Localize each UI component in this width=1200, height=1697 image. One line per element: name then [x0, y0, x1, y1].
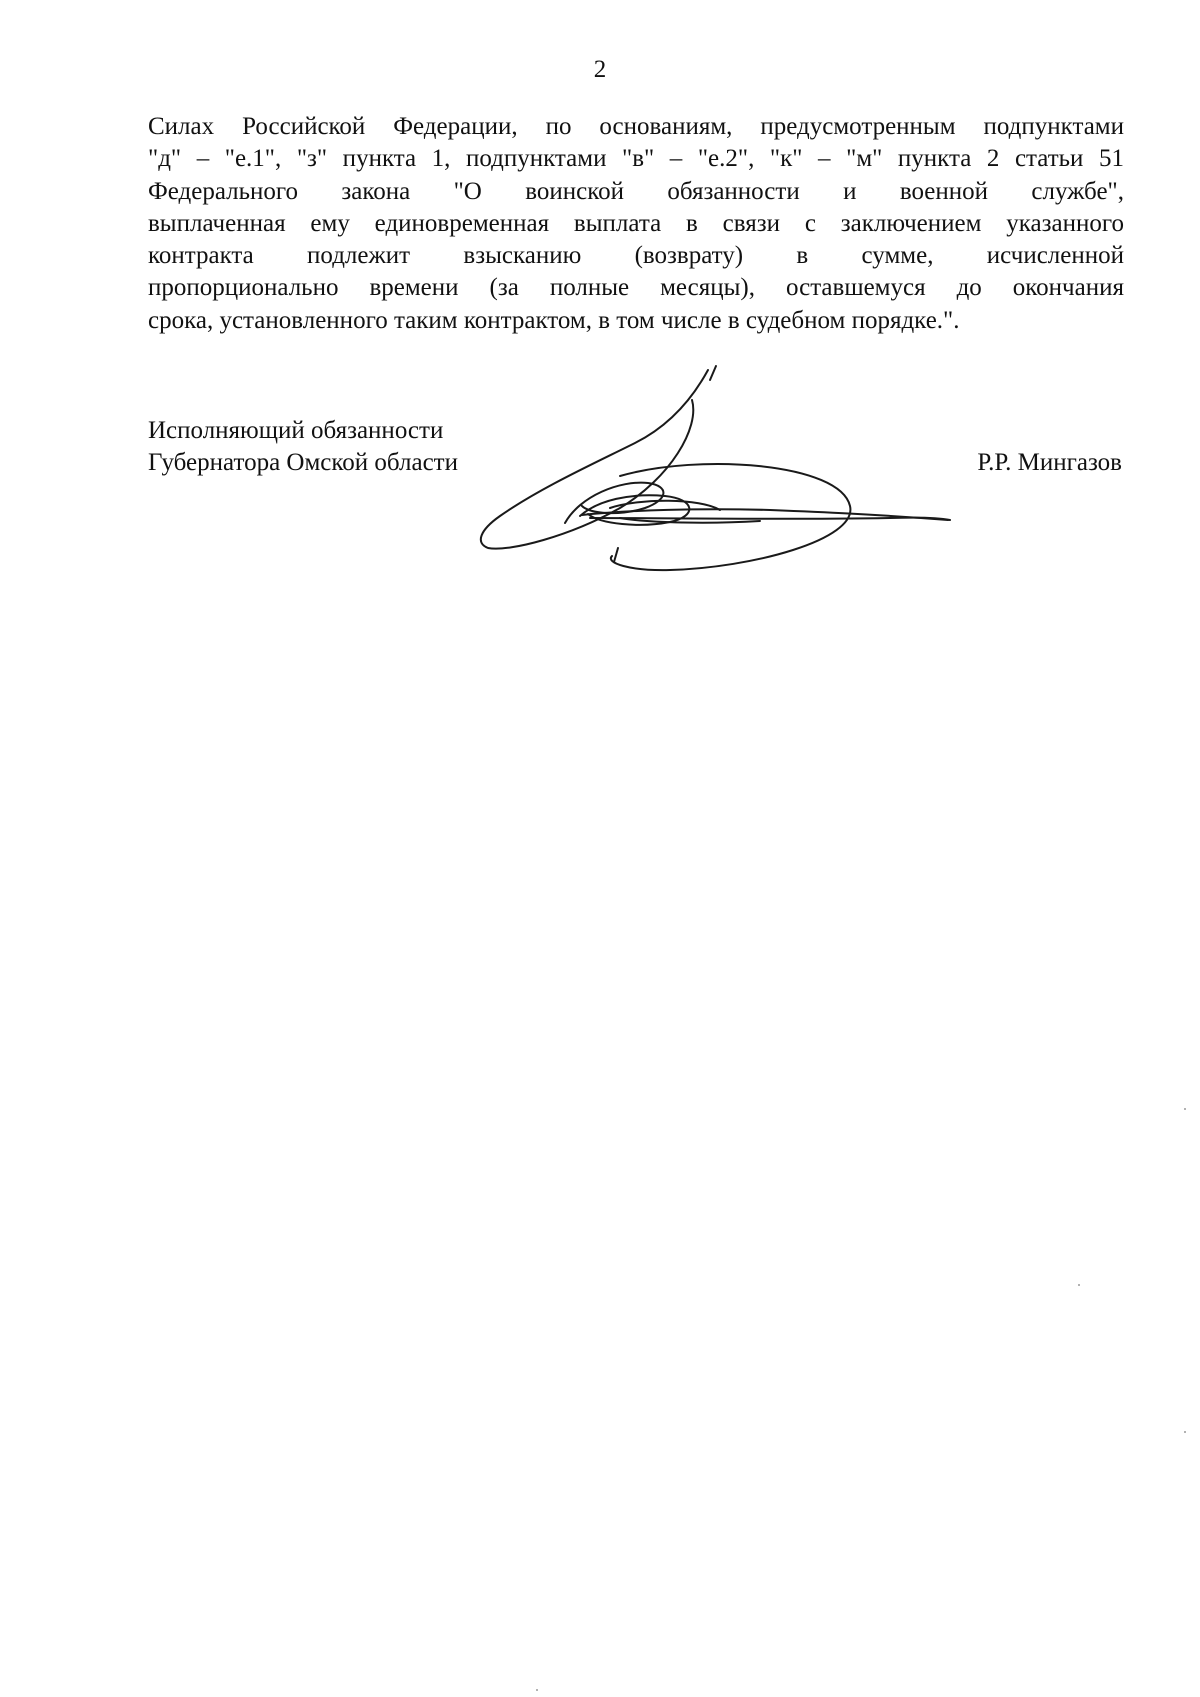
scan-artifact	[1184, 1431, 1186, 1433]
body-line: "д" – "е.1", "з" пункта 1, подпунктами "в" – "е.2", "к" – "м" пункта 2 статьи 51	[148, 145, 1124, 173]
signatory-name: Р.Р. Мингазов	[977, 449, 1122, 476]
body-line: Федерального закона "О воинской обязанности и военной службе",	[148, 177, 1124, 205]
body-text	[148, 111, 1124, 337]
signatory-title-line: Исполняющий обязанности	[148, 417, 444, 444]
scan-artifact	[1078, 1284, 1080, 1286]
signatory-title	[148, 415, 458, 479]
scan-artifact	[1184, 1108, 1186, 1110]
body-line: выплаченная ему единовременная выплата в связи с заключением указанного	[148, 209, 1124, 237]
handwritten-signature-icon	[470, 358, 960, 573]
scan-artifact	[536, 1689, 538, 1691]
page-number: 2	[593, 56, 607, 83]
body-line: срока, установленного таким контрактом, в том числе в судебном порядке.".	[148, 306, 960, 334]
body-line: пропорционально времени (за полные месяцы), оставшемуся до окончания	[148, 274, 1124, 302]
body-line: контракта подлежит взысканию (возврату) в сумме, исчисленной	[148, 242, 1124, 270]
body-line: Силах Российской Федерации, по основаниям, предусмотренным подпунктами	[148, 113, 1124, 140]
signatory-title-line: Губернатора Омской области	[148, 449, 458, 476]
